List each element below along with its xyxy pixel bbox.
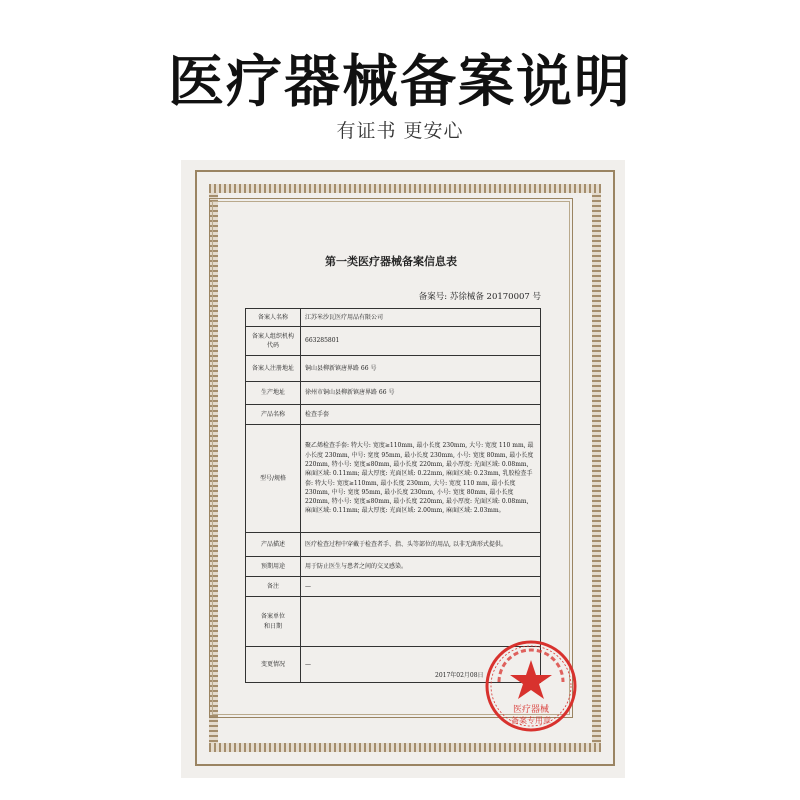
row-label: 变更情况 <box>246 647 301 683</box>
seal-center-text: 医疗器械 <box>512 705 550 715</box>
row-label: 备案人组织机构 代码 <box>246 327 301 356</box>
row-label: 预期用途 <box>246 557 301 577</box>
row-label: 备注 <box>246 577 301 597</box>
table-row <box>246 533 541 557</box>
seal-date: 2017年02月08日 <box>435 672 484 679</box>
row-value: 铜山县柳新镇唐界路 66 号 <box>301 356 541 382</box>
record-form <box>221 208 561 725</box>
row-value: 聚乙烯检查手套: 特大号: 宽度≥110mm, 最小长度 230mm, 大号: 宽度 110 mm, 最小长度 230mm, 中号: 宽度 95mm, 最小长度 230mm, 小号: 宽度 80mm, 最小长度 220mm, 特小号: 宽度≤80mm, 最小长度 220mm, 最小厚度: 光面区域: 0.08mm, 麻面区域: 0.11mm; 最大厚度: 光面区域: 0.22mm, 麻面区域: 0.23mm, 乳胶检查手套: 特大号: 宽度≥110mm, 最小长度 230mm, 大号: 宽度 110 mm, 最小长度 230mm, 中号: 宽度 95mm, 最小长度 230mm, 小号: 宽度 80mm, 最小长度 220mm, 特小号: 宽度≤80mm, 最小长度 220mm, 最小厚度: 光面区域: 0.08mm, 麻面区域: 0.11mm; 最大厚度: 光面区域: 2.00mm, 麻面区域: 2.03mm。 <box>301 425 541 533</box>
row-label: 产品名称 <box>246 405 301 425</box>
row-value: 663285801 <box>301 327 541 356</box>
table-row <box>246 577 541 597</box>
table-row <box>246 327 541 356</box>
row-value: — <box>301 647 541 683</box>
table-row <box>246 557 541 577</box>
table-row <box>246 382 541 405</box>
row-label: 生产地址 <box>246 382 301 405</box>
row-label: 备案人注册地址 <box>246 356 301 382</box>
table-row <box>246 405 541 425</box>
row-value: — <box>301 577 541 597</box>
row-value: 江苏米沙瓦医疗用品有限公司 <box>301 309 541 327</box>
table-row <box>246 309 541 327</box>
official-seal <box>483 638 579 734</box>
table-row <box>246 425 541 533</box>
record-number: 备案号: 苏徐械备 20170007 号 <box>418 292 541 302</box>
record-info-table <box>245 308 541 683</box>
row-label: 备案单位 和日期 <box>246 597 301 647</box>
page-title: 医疗器械备案说明 <box>168 50 632 115</box>
row-value: 徐州市铜山县柳新镇唐界路 66 号 <box>301 382 541 405</box>
row-value: 医疗检查过程中穿戴于检查者手、指、头等部位的用品, 以非无菌形式提供。 <box>301 533 541 557</box>
row-value: 检查手套 <box>301 405 541 425</box>
row-label: 产品描述 <box>246 533 301 557</box>
form-title: 第一类医疗器械备案信息表 <box>325 255 457 268</box>
row-label: 型号/规格 <box>246 425 301 533</box>
certificate-image <box>181 160 625 778</box>
table-row <box>246 356 541 382</box>
row-value: 用于防止医生与患者之间的交叉感染。 <box>301 557 541 577</box>
row-label: 备案人名称 <box>246 309 301 327</box>
page-subtitle: 有证书 更安心 <box>336 120 464 142</box>
seal-bottom-text: 备案专用章 <box>511 716 551 725</box>
star-icon <box>510 660 552 699</box>
